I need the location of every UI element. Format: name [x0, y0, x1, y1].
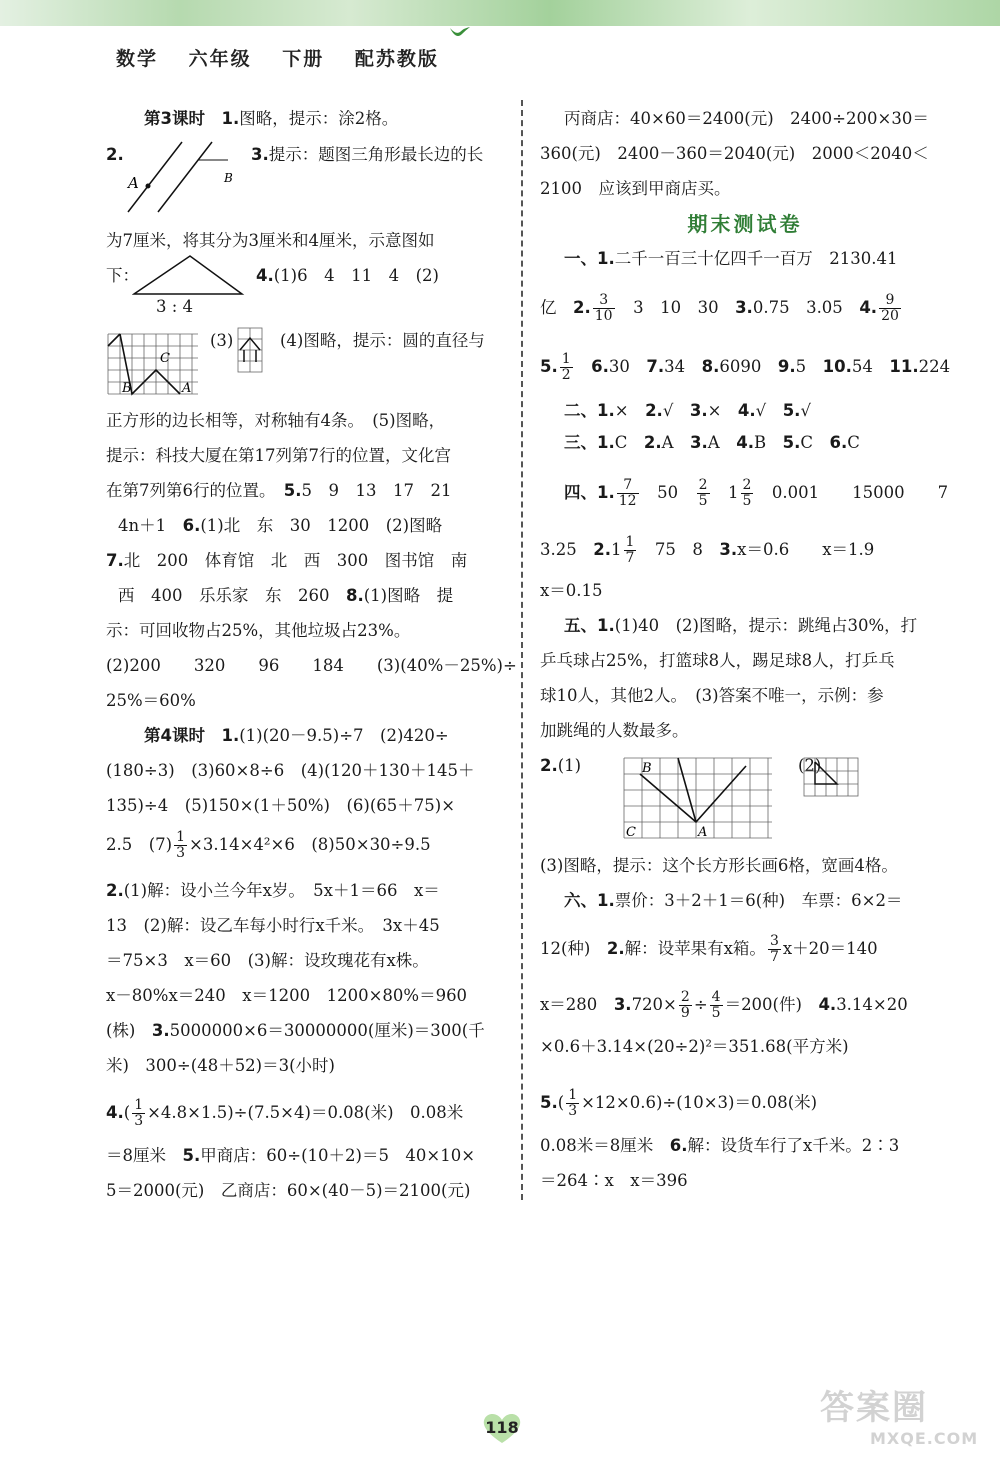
answer-line: ＝264∶x x＝396 — [540, 1171, 688, 1190]
answer-line: 360(元) 2400－360＝2040(元) 2000＜2040＜ — [540, 144, 929, 163]
answer-line: 球10人，其他2人。 (3)答案不唯一，示例：参 — [540, 686, 884, 705]
answer-line: 0.08米＝8厘米 6.解：设货车行了x千米。2∶3 — [540, 1136, 900, 1155]
page-header — [116, 44, 461, 71]
answer-line: 2.(1)解：设小兰今年x岁。 5x＋1＝66 x＝ — [106, 881, 440, 900]
fraction: $\frac{1}{3}$ — [134, 1097, 144, 1129]
answer-line: 25%＝60% — [106, 691, 196, 710]
svg-text:C: C — [160, 351, 170, 366]
answer-line: x＝280 3.720× $\frac{2}{9}$ ÷ $\frac{4}{5}$ ＝200(件) 4.3.14×20 — [540, 989, 908, 1021]
ratio-label: 3 : 4 — [156, 297, 194, 316]
fraction: $\frac{2}{9}$ — [680, 989, 690, 1021]
svg-text:B: B — [224, 171, 233, 185]
column-divider — [521, 100, 523, 1200]
answer-line: 3.25 2.1 $\frac{1}{7}$ 75 8 3.x＝0.6 x＝1.9 — [540, 534, 875, 566]
answer-line: 示：可回收物占25%，其他垃圾占23%。 — [106, 621, 411, 640]
fraction: $\frac{1}{3}$ — [568, 1087, 578, 1119]
top-decorative-band — [0, 0, 1000, 26]
answer-line: 13 (2)解：设乙车每小时行x千米。 3x＋45 — [106, 916, 440, 935]
answer-line: (2)200 320 96 184 (3)(40%－25%)÷ — [106, 656, 517, 675]
answer-line: 加跳绳的人数最多。 — [540, 721, 689, 740]
answer-line: 亿 2. $\frac{3}{10}$ 3 10 30 3.0.75 3.05 4. $\frac{9}{20}$ — [540, 292, 899, 324]
svg-text:B: B — [122, 381, 132, 396]
answer-line: 下： — [106, 266, 139, 285]
coordinate-grid-figure — [622, 756, 776, 842]
answer-line: 一、1.二千一百三十亿四千一百万 2130.41 — [564, 249, 898, 268]
svg-text:A: A — [128, 174, 139, 192]
answer-line: 在第7列第6行的位置。 5.5 9 13 17 21 — [106, 481, 452, 500]
fraction: $\frac{1}{2}$ — [561, 351, 571, 383]
answer-line: ＝75×3 x＝60 (3)解：设玫瑰花有x株。 — [106, 951, 429, 970]
fraction: $\frac{3}{10}$ — [594, 292, 613, 324]
grid-figure — [106, 332, 202, 396]
answer-line: 西 400 乐乐家 东 260 8.(1)图略 提 — [118, 586, 454, 605]
svg-text:A: A — [182, 381, 192, 396]
answer-line: 135)÷4 (5)150×(1＋50%) (6)(65＋75)× — [106, 796, 456, 815]
answer-line: 5. $\frac{1}{2}$ 6.30 7.34 8.6090 9.5 10.54 11.224 — [540, 351, 951, 383]
answer-line: ＝8厘米 5.甲商店：60÷(10＋2)＝5 40×10× — [106, 1146, 476, 1165]
svg-text:A: A — [698, 825, 708, 840]
fraction: $\frac{4}{5}$ — [711, 989, 721, 1021]
answer-line: 为7厘米，将其分为3厘米和4厘米，示意图如 — [106, 231, 435, 250]
answer-line: 六、1.票价：3＋2＋1＝6(种) 车票：6×2＝ — [564, 891, 903, 910]
answer-line: 二、1.× 2.√ 3.× 4.√ 5.√ — [564, 401, 811, 420]
answer-line: (4)图略，提示：圆的直径与 — [280, 331, 485, 350]
answer-line: 米) 300÷(48＋52)＝3(小时) — [106, 1056, 335, 1075]
answer-line: 7.北 200 体育馆 北 西 300 图书馆 南 — [106, 551, 468, 570]
fraction: $\frac{7}{12}$ — [618, 477, 637, 509]
svg-text:C: C — [626, 825, 636, 840]
answer-line: 3.提示：题图三角形最长边的长 — [251, 145, 484, 164]
answer-line: (2) — [798, 756, 822, 775]
answer-line: (3) — [210, 331, 234, 350]
answer-line: x＝0.15 — [540, 581, 603, 600]
fraction: $\frac{9}{20}$ — [881, 292, 899, 324]
parallel-lines-figure — [120, 130, 250, 220]
answer-line: ×0.6＋3.14×(20÷2)²＝351.68(平方米) — [540, 1037, 849, 1056]
answer-line: 四、1. $\frac{7}{12}$ 50 $\frac{2}{5}$ 1 $\frac{2}{5}$ 0.001 15000 7 — [564, 477, 949, 509]
fraction: $\frac{3}{7}$ — [769, 933, 779, 965]
answer-line: 提示：科技大厦在第17列第7行的位置，文化宫 — [106, 446, 451, 465]
answer-line: 4n＋1 6.(1)北 东 30 1200 (2)图略 — [118, 516, 443, 535]
answer-line: (3)图略，提示：这个长方形长画6格，宽画4格。 — [540, 856, 898, 875]
svg-text:B: B — [642, 761, 652, 776]
answer-line: 4.( $\frac{1}{3}$ ×4.8×1.5)÷(7.5×4)＝0.08(米) 0.08米 — [106, 1097, 464, 1129]
fraction: $\frac{1}{7}$ — [625, 534, 635, 566]
answer-line: 5.( $\frac{1}{3}$ ×12×0.6)÷(10×3)＝0.08(米) — [540, 1087, 818, 1119]
answer-line: 2.(1) — [540, 756, 582, 775]
answer-line: 第4课时 1.(1)(20－9.5)÷7 (2)420÷ — [144, 726, 449, 745]
header-edition: 配苏教版 — [354, 48, 439, 70]
fraction: $\frac{2}{5}$ — [742, 477, 752, 509]
fraction: $\frac{2}{5}$ — [698, 477, 708, 509]
header-grade: 六年级 — [188, 48, 252, 70]
answer-line: 五、1.(1)40 (2)图略，提示：跳绳占30%，打 — [564, 616, 918, 635]
answer-line: (180÷3) (3)60×8÷6 (4)(120＋130＋145＋ — [106, 761, 475, 780]
answer-line: x－80%x＝240 x＝1200 1200×80%＝960 — [106, 986, 468, 1005]
answer-line: 丙商店：40×60＝2400(元) 2400÷200×30＝ — [564, 109, 929, 128]
answer-line: 5＝2000(元) 乙商店：60×(40－5)＝2100(元) — [106, 1181, 471, 1200]
answer-line: 2.5 (7) $\frac{1}{3}$ ×3.14×4²×6 (8)50×30÷9.5 — [106, 829, 431, 861]
page-number: 118 — [475, 1413, 529, 1443]
header-subject: 数学 — [116, 48, 159, 70]
triangle-figure — [132, 250, 246, 300]
answer-line: 三、1.C 2.A 3.A 4.B 5.C 6.C — [564, 433, 860, 452]
answer-line: 正方形的边长相等，对称轴有4条。 (5)图略， — [106, 411, 446, 430]
answer-line: 4.(1)6 4 11 4 (2) — [256, 266, 439, 285]
answer-line: (株) 3.5000000×6＝30000000(厘米)＝300(千 — [106, 1021, 485, 1040]
section-title: 期末测试卷 — [687, 212, 803, 236]
small-coordinate-grid-figure — [802, 756, 862, 800]
answer-line: 2100 应该到甲商店买。 — [540, 179, 731, 198]
watermark: 答案圈 MXQE.COM — [820, 1388, 979, 1448]
answer-line: 第3课时 1.图略，提示：涂2格。 — [144, 109, 399, 128]
answer-line: 2. — [106, 145, 124, 164]
leaf-icon — [448, 26, 472, 40]
header-volume: 下册 — [282, 48, 325, 70]
answer-line: 乒乓球占25%，打篮球8人，踢足球8人，打乒乓 — [540, 651, 895, 670]
fraction: $\frac{1}{3}$ — [176, 829, 186, 861]
small-grid-figure — [236, 326, 264, 374]
answer-line: 12(种) 2.解：设苹果有x箱。 $\frac{3}{7}$ x＋20＝140 — [540, 933, 878, 965]
